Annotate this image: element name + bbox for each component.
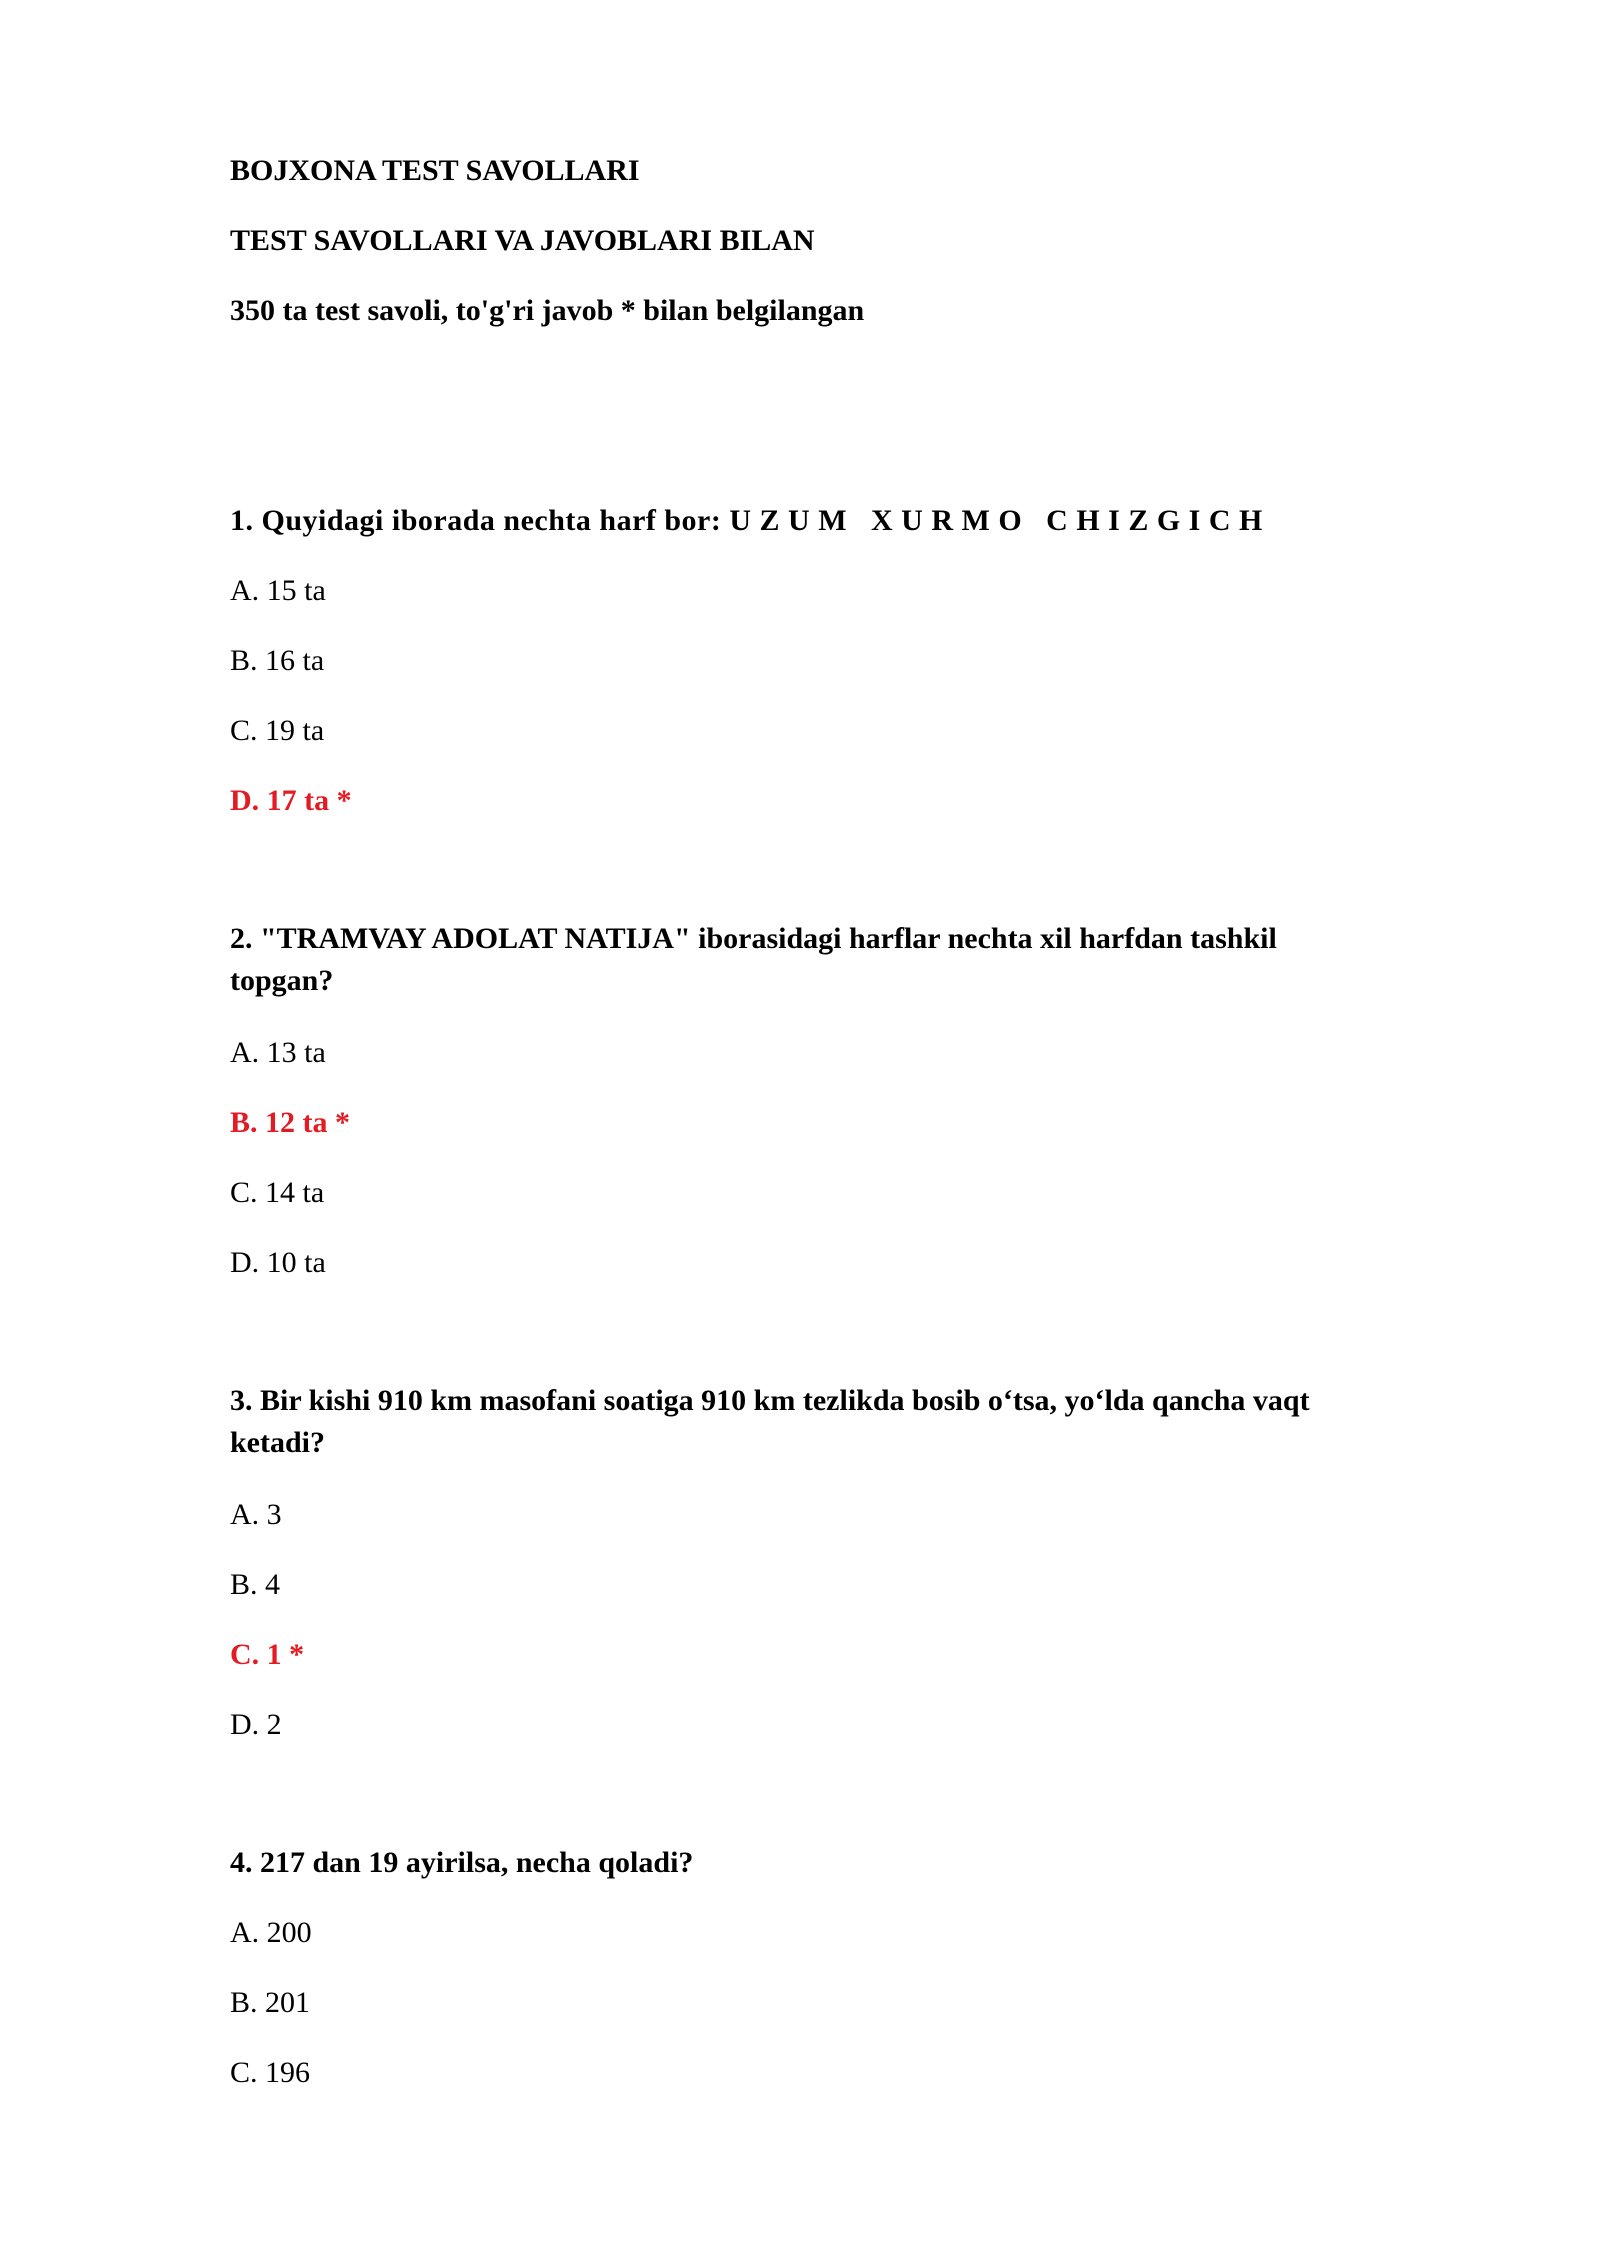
question-2-text-line1: 2. "TRAMVAY ADOLAT NATIJA" iborasidagi harflar nechta xil harfdan tashkil bbox=[230, 922, 1277, 955]
question-2-option-d: D. 10 ta bbox=[230, 1246, 326, 1279]
question-3-text-line2: ketadi? bbox=[230, 1426, 326, 1459]
question-1-option-c: C. 19 ta bbox=[230, 714, 325, 747]
question-1-text: 1. Quyidagi iborada nechta harf bor: U Z U M X U R M O C H I Z G I C H bbox=[230, 504, 1263, 537]
question-3-option-a: A. 3 bbox=[230, 1498, 282, 1531]
question-4-option-a: A. 200 bbox=[230, 1916, 312, 1949]
question-4-text: 4. 217 dan 19 ayirilsa, necha qoladi? bbox=[230, 1846, 694, 1879]
question-1-option-d-correct: D. 17 ta * bbox=[230, 784, 352, 817]
question-3-option-c-correct: C. 1 * bbox=[230, 1638, 305, 1671]
question-4-option-c: C. 196 bbox=[230, 2056, 311, 2089]
question-1-option-a: A. 15 ta bbox=[230, 574, 326, 607]
question-2-text-line2: topgan? bbox=[230, 964, 334, 997]
question-2-option-a: A. 13 ta bbox=[230, 1036, 326, 1069]
question-3-option-d: D. 2 bbox=[230, 1708, 282, 1741]
document-note: 350 ta test savoli, to'g'ri javob * bilan belgilangan bbox=[230, 294, 865, 327]
document-subtitle: TEST SAVOLLARI VA JAVOBLARI BILAN bbox=[230, 224, 815, 257]
question-3-text-line1: 3. Bir kishi 910 km masofani soatiga 910 km tezlikda bosib o‘tsa, yo‘lda qancha vaqt bbox=[230, 1384, 1310, 1417]
question-4-option-b: B. 201 bbox=[230, 1986, 311, 2019]
question-3-option-b: B. 4 bbox=[230, 1568, 281, 1601]
question-2-option-b-correct: B. 12 ta * bbox=[230, 1106, 350, 1139]
question-1-option-b: B. 16 ta bbox=[230, 644, 325, 677]
question-2-option-c: C. 14 ta bbox=[230, 1176, 325, 1209]
document-title: BOJXONA TEST SAVOLLARI bbox=[230, 154, 640, 187]
